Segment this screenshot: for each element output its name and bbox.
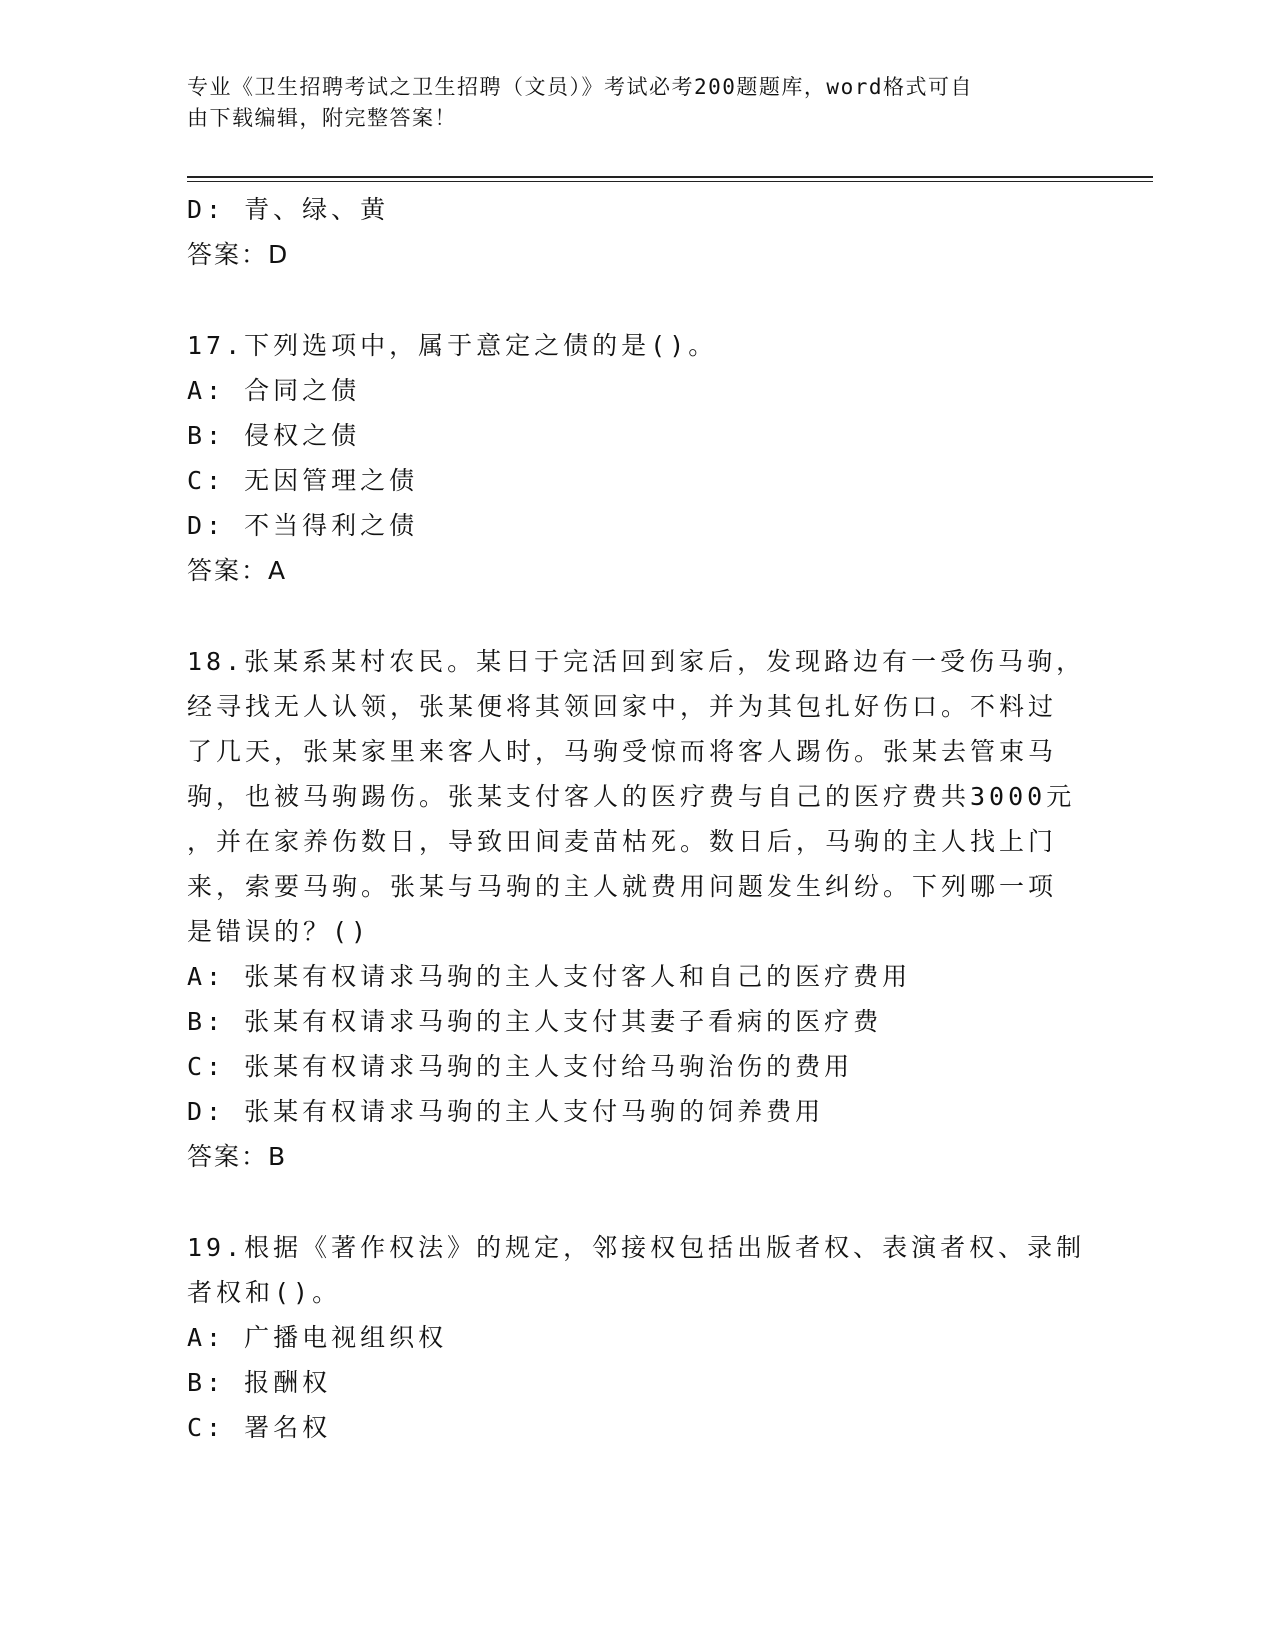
q18-option-d: D: 张某有权请求马驹的主人支付马驹的饲养费用 bbox=[187, 1097, 825, 1126]
document-header bbox=[187, 72, 1067, 134]
q16-option-d: D: 青、绿、黄 bbox=[187, 195, 390, 224]
q17-option-b: B: 侵权之债 bbox=[187, 421, 361, 450]
header-line-2: 由下载编辑，附完整答案！ bbox=[187, 106, 457, 130]
q19-stem-line-1: 19.根据《著作权法》的规定，邻接权包括出版者权、表演者权、录制 bbox=[187, 1233, 1086, 1262]
q18-stem-line-4: 驹，也被马驹踢伤。张某支付客人的医疗费与自己的医疗费共3000元 bbox=[187, 782, 1076, 811]
q18-option-c: C: 张某有权请求马驹的主人支付给马驹治伤的费用 bbox=[187, 1052, 854, 1081]
q19-option-b: B: 报酬权 bbox=[187, 1368, 332, 1397]
header-divider-thin bbox=[187, 181, 1153, 182]
q18-option-b: B: 张某有权请求马驹的主人支付其妻子看病的医疗费 bbox=[187, 1007, 883, 1036]
q19-option-a: A: 广播电视组织权 bbox=[187, 1323, 448, 1352]
q18-stem-line-6: 来，索要马驹。张某与马驹的主人就费用问题发生纠纷。下列哪一项 bbox=[187, 872, 1058, 901]
q18-stem-line-7: 是错误的？() bbox=[187, 917, 371, 946]
spacer bbox=[187, 277, 1087, 323]
q19-stem-line-2: 者权和()。 bbox=[187, 1278, 342, 1307]
question-list bbox=[187, 187, 1087, 1450]
q18-stem-line-3: 了几天，张某家里来客人时，马驹受惊而将客人踢伤。张某去管束马 bbox=[187, 737, 1058, 766]
q17-option-a: A: 合同之债 bbox=[187, 376, 361, 405]
q17-answer: 答案：A bbox=[187, 556, 288, 585]
q17-option-d: D: 不当得利之债 bbox=[187, 511, 419, 540]
q18-answer: 答案：B bbox=[187, 1142, 288, 1171]
q17-option-c: C: 无因管理之债 bbox=[187, 466, 419, 495]
header-divider-thick bbox=[187, 176, 1153, 178]
q19-option-c: C: 署名权 bbox=[187, 1413, 332, 1442]
spacer bbox=[187, 593, 1087, 639]
spacer bbox=[187, 1179, 1087, 1225]
q18-option-a: A: 张某有权请求马驹的主人支付客人和自己的医疗费用 bbox=[187, 962, 912, 991]
q17-stem: 17.下列选项中，属于意定之债的是()。 bbox=[187, 331, 718, 360]
q18-stem-line-1: 18.张某系某村农民。某日于完活回到家后，发现路边有一受伤马驹， bbox=[187, 647, 1086, 676]
q18-stem-line-5: ，并在家养伤数日，导致田间麦苗枯死。数日后，马驹的主人找上门 bbox=[187, 827, 1058, 856]
q18-stem-line-2: 经寻找无人认领，张某便将其领回家中，并为其包扎好伤口。不料过 bbox=[187, 692, 1058, 721]
q16-answer: 答案：D bbox=[187, 240, 290, 269]
header-line-1: 专业《卫生招聘考试之卫生招聘（文员）》考试必考200题题库，word格式可自 bbox=[187, 75, 973, 99]
